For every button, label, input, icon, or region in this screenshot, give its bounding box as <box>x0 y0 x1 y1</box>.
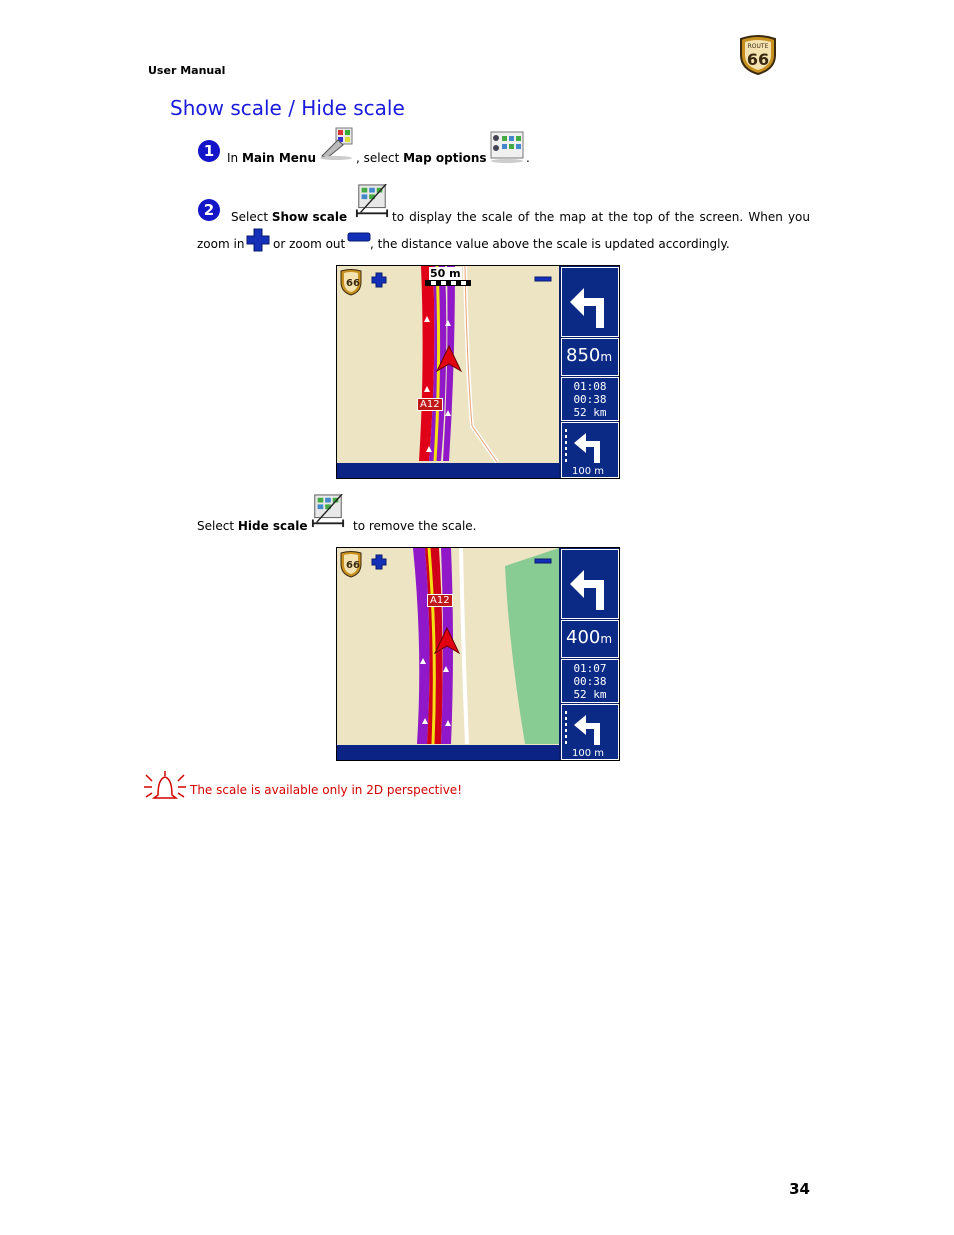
step-1-text-c: . <box>526 151 530 165</box>
road-label-a12: A12 <box>417 398 443 411</box>
turn-arrow-cell <box>561 267 619 337</box>
step-2-text-b: to display the scale of the map at the top of the screen. When you <box>392 210 810 224</box>
map-badge-number: 66 <box>346 560 360 571</box>
status-bar <box>337 745 559 760</box>
next-turn-cell: 100 m <box>561 422 619 478</box>
map-view <box>337 548 559 760</box>
svg-text:ROUTE: ROUTE <box>747 43 769 50</box>
map-options-icon <box>489 130 525 164</box>
hide-scale-text-b: to remove the scale. <box>353 519 477 533</box>
distance-cell: 850m <box>561 338 619 376</box>
map-view <box>337 266 559 478</box>
eta-cell: 01:07 00:38 52 km <box>561 659 619 703</box>
turn-arrow-cell <box>561 549 619 619</box>
map-zoom-out-icon[interactable] <box>534 557 552 565</box>
scale-bar <box>425 280 471 286</box>
navigation-panel <box>559 266 619 478</box>
step-2-text-c: zoom in <box>197 237 245 251</box>
status-bar <box>337 463 559 478</box>
main-menu-icon <box>318 126 354 160</box>
step-1-text-b: , select Map options <box>356 151 487 165</box>
step-2-text-d: or zoom out <box>273 237 346 251</box>
hide-scale-text-a: Select Hide scale <box>197 519 308 533</box>
step-1-number: 1 <box>198 140 220 162</box>
map-screen-scale-shown <box>336 265 620 479</box>
manual-header: User Manual <box>148 64 226 77</box>
bell-alert-icon <box>142 769 188 801</box>
step-2-text-a: Select Show scale <box>231 210 348 224</box>
next-turn-arrow-icon <box>562 705 618 747</box>
map-zoom-in-icon[interactable] <box>371 554 387 570</box>
navigation-panel <box>559 548 619 760</box>
map-zoom-out-icon[interactable] <box>534 275 552 283</box>
turn-left-arrow-icon <box>562 550 618 618</box>
next-turn-cell: 100 m <box>561 704 619 760</box>
distance-cell: 400m <box>561 620 619 658</box>
scale-label: 50 m <box>430 267 461 280</box>
show-scale-icon <box>354 184 390 218</box>
step-1-text-a: In Main Menu <box>227 151 317 165</box>
map-screen-scale-hidden <box>336 547 620 761</box>
road-label-a12: A12 <box>427 594 453 607</box>
step-2-text-e: , the distance value above the scale is updated accordingly. <box>370 237 730 251</box>
step-2-number: 2 <box>198 199 220 221</box>
page-number: 34 <box>789 1180 810 1198</box>
eta-cell: 01:08 00:38 52 km <box>561 377 619 421</box>
section-title: Show scale / Hide scale <box>170 96 405 120</box>
next-turn-arrow-icon <box>562 423 618 465</box>
turn-left-arrow-icon <box>562 268 618 336</box>
route66-logo <box>737 33 779 75</box>
map-badge-number: 66 <box>346 278 360 289</box>
zoom-out-icon <box>347 230 371 244</box>
zoom-in-icon <box>246 228 270 252</box>
hide-scale-icon <box>310 494 346 528</box>
map-zoom-in-icon[interactable] <box>371 272 387 288</box>
note-text: The scale is available only in 2D perspective! <box>190 783 463 797</box>
svg-text:66: 66 <box>746 50 770 69</box>
